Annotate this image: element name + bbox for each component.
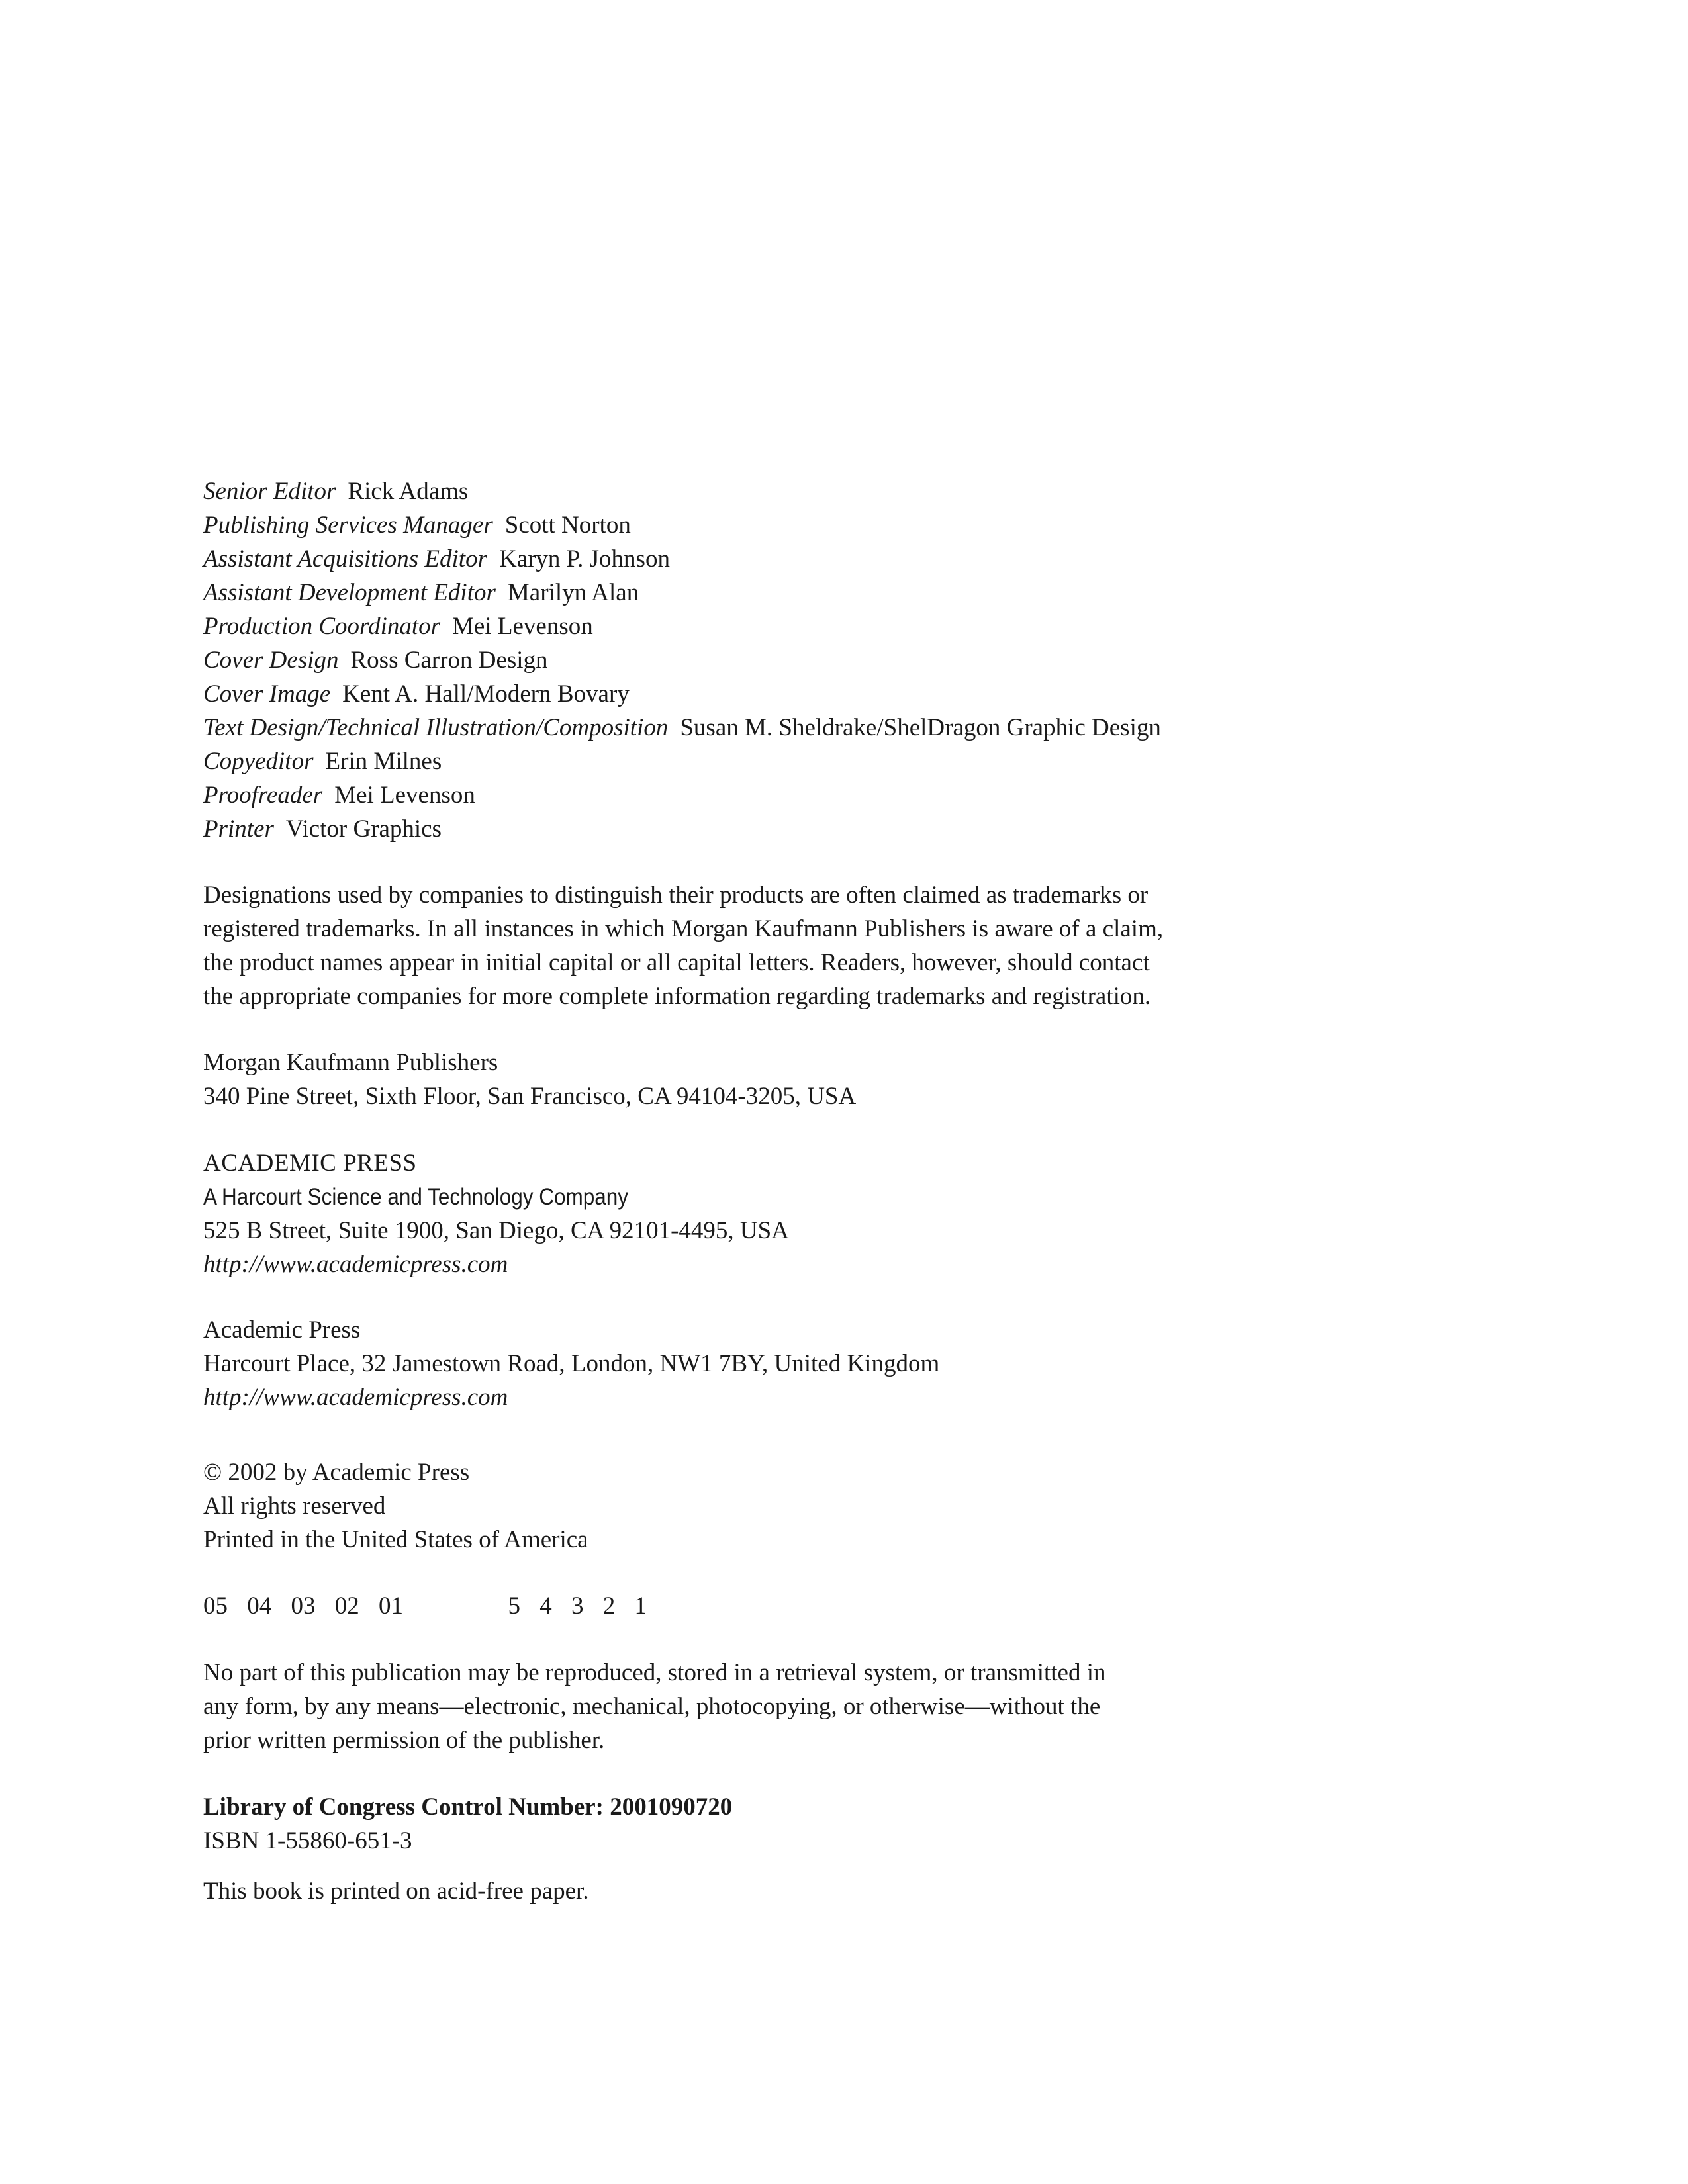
credit-line bbox=[203, 778, 1514, 812]
credit-role: Assistant Acquisitions Editor bbox=[203, 545, 487, 572]
credit-role: Text Design/Technical Illustration/Composition bbox=[203, 714, 669, 741]
credit-name: Rick Adams bbox=[348, 478, 469, 505]
credit-name: Mei Levenson bbox=[452, 613, 593, 640]
publisher-name: Morgan Kaufmann Publishers bbox=[203, 1049, 498, 1076]
publisher-address: 525 B Street, Suite 1900, San Diego, CA 92101-4495, USA bbox=[203, 1217, 789, 1244]
print-count: 1 bbox=[634, 1592, 647, 1619]
credit-name: Karyn P. Johnson bbox=[498, 545, 670, 572]
paper-note bbox=[203, 1874, 1514, 1908]
printer-key-years bbox=[203, 1589, 416, 1623]
copyright-line: © 2002 by Academic Press bbox=[203, 1459, 470, 1486]
credit-name: Scott Norton bbox=[504, 512, 631, 539]
paragraph-line: the product names appear in initial capital or all capital letters. Readers, however, should contact bbox=[203, 949, 1150, 976]
credit-line bbox=[203, 475, 1514, 508]
credit-line bbox=[203, 576, 1514, 610]
credit-role: Cover Design bbox=[203, 647, 339, 674]
cataloging-block bbox=[203, 1790, 1514, 1858]
credit-role: Cover Image bbox=[203, 680, 331, 707]
paragraph-line: Designations used by companies to distinguish their products are often claimed as trademarks or bbox=[203, 882, 1149, 909]
credit-role: Production Coordinator bbox=[203, 613, 441, 640]
publisher-academic-press-us bbox=[203, 1146, 1514, 1281]
credit-name: Mei Levenson bbox=[334, 782, 475, 809]
credit-name: Victor Graphics bbox=[285, 815, 442, 842]
credit-role: Printer bbox=[203, 815, 274, 842]
print-count: 4 bbox=[539, 1592, 552, 1619]
paragraph-line: any form, by any means—electronic, mechanical, photocopying, or otherwise—without the bbox=[203, 1693, 1101, 1720]
isbn: ISBN 1-55860-651-3 bbox=[203, 1827, 412, 1854]
paragraph-line: registered trademarks. In all instances in which Morgan Kaufmann Publishers is aware of a claim, bbox=[203, 915, 1164, 942]
paragraph-line: the appropriate companies for more complete information regarding trademarks and registration. bbox=[203, 983, 1151, 1010]
publisher-address: Harcourt Place, 32 Jamestown Road, London, NW1 7BY, United Kingdom bbox=[203, 1350, 940, 1377]
trademark-notice bbox=[203, 878, 1514, 1013]
credit-line bbox=[203, 677, 1514, 711]
credit-role: Senior Editor bbox=[203, 478, 336, 505]
credit-name: Erin Milnes bbox=[325, 748, 442, 775]
publisher-morgan-kaufmann bbox=[203, 1046, 1514, 1113]
credit-line bbox=[203, 711, 1514, 745]
year-code: 05 bbox=[203, 1592, 228, 1619]
credit-line bbox=[203, 610, 1514, 643]
printer-key bbox=[203, 1589, 1514, 1623]
paragraph-line: prior written permission of the publisher. bbox=[203, 1727, 605, 1754]
credit-line bbox=[203, 812, 1514, 846]
year-code: 01 bbox=[379, 1592, 403, 1619]
reproduction-notice bbox=[203, 1656, 1514, 1757]
credit-role: Assistant Development Editor bbox=[203, 579, 496, 606]
copyright-block bbox=[203, 1455, 1514, 1557]
copyright-page bbox=[203, 0, 1527, 2184]
credit-line bbox=[203, 542, 1514, 576]
credit-role: Copyeditor bbox=[203, 748, 314, 775]
credit-line bbox=[203, 643, 1514, 677]
publisher-tagline: A Harcourt Science and Technology Company bbox=[203, 1184, 629, 1210]
credit-name: Susan M. Sheldrake/ShelDragon Graphic Design bbox=[680, 714, 1161, 741]
year-code: 02 bbox=[334, 1592, 359, 1619]
publisher-url: http://www.academicpress.com bbox=[203, 1251, 508, 1278]
rights-line: All rights reserved bbox=[203, 1492, 386, 1520]
publisher-address: 340 Pine Street, Sixth Floor, San Francisco, CA 94104-3205, USA bbox=[203, 1083, 857, 1110]
publisher-academic-press-uk bbox=[203, 1313, 1514, 1414]
year-code: 03 bbox=[291, 1592, 316, 1619]
printer-key-counts bbox=[508, 1589, 661, 1623]
credits-list bbox=[203, 475, 1514, 846]
lccn: Library of Congress Control Number: 2001090720 bbox=[203, 1794, 733, 1821]
credit-name: Marilyn Alan bbox=[507, 579, 639, 606]
publisher-name: Academic Press bbox=[203, 1316, 361, 1343]
year-code: 04 bbox=[247, 1592, 272, 1619]
print-count: 3 bbox=[571, 1592, 584, 1619]
credit-name: Ross Carron Design bbox=[350, 647, 548, 674]
credit-line bbox=[203, 745, 1514, 778]
publisher-name: ACADEMIC PRESS bbox=[203, 1150, 417, 1177]
paragraph-line: No part of this publication may be reproduced, stored in a retrieval system, or transmitted in bbox=[203, 1659, 1106, 1686]
printed-in-line: Printed in the United States of America bbox=[203, 1526, 588, 1553]
publisher-url: http://www.academicpress.com bbox=[203, 1384, 508, 1411]
credit-role: Publishing Services Manager bbox=[203, 512, 493, 539]
credit-name: Kent A. Hall/Modern Bovary bbox=[342, 680, 630, 707]
print-count: 2 bbox=[602, 1592, 616, 1619]
credit-line bbox=[203, 508, 1514, 542]
acid-free-note: This book is printed on acid-free paper. bbox=[203, 1878, 589, 1905]
credit-role: Proofreader bbox=[203, 782, 323, 809]
print-count: 5 bbox=[508, 1592, 520, 1619]
